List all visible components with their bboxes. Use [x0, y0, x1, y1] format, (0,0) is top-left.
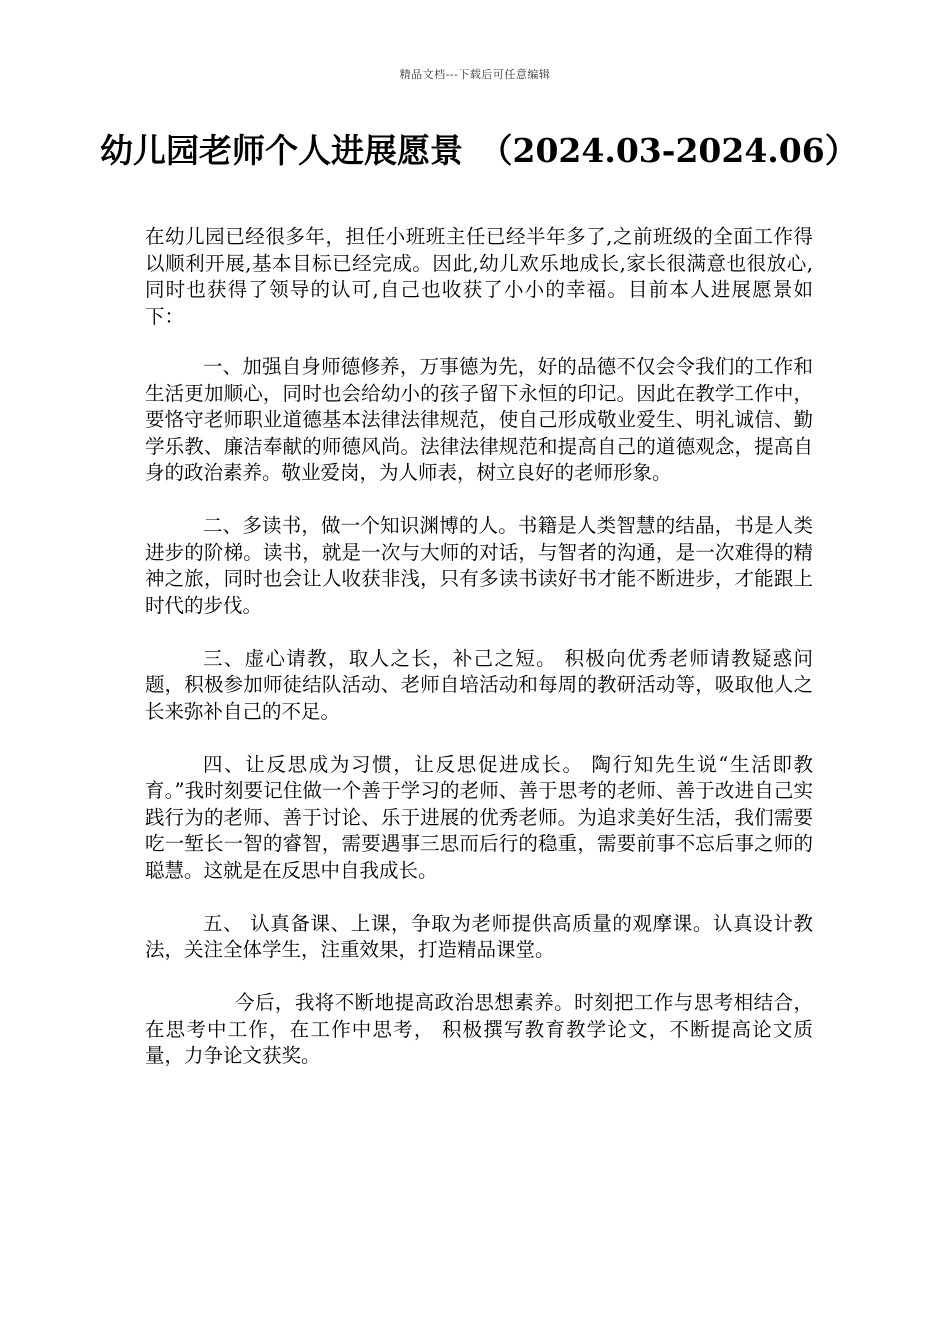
- paragraph-section-4: 四、让反思成为习惯，让反思促进成长。 陶行知先生说“生活即教育。”我时刻要记住做一个善于学习的老师、善于思考的老师、善于改进自己实践行为的老师、善于讨论、乐于进展的优秀老师。为追求美好生活，我们需要吃一堑长一智的睿智，需要遇事三思而后行的稳重，需要前事不忘后事之师的聪慧。这就是在反思中自我成长。: [145, 752, 813, 882]
- paragraph-section-1: 一、加强自身师德修养，万事德为先，好的品德不仅会令我们的工作和生活更加顺心，同时也会给幼小的孩子留下永恒的印记。因此在教学工作中，要恪守老师职业道德基本法律法律规范，使自己形成敬业爱生、明礼诚信、勤学乐教、廉洁奉献的师德风尚。法律法律规范和提高自己的道德观念，提高自身的政治素养。敬业爱岗，为人师表，树立良好的老师形象。: [145, 355, 813, 484]
- paragraph-section-2: 二、多读书，做一个知识渊博的人。书籍是人类智慧的结晶，书是人类进步的阶梯。读书，就是一次与大师的对话，与智者的沟通，是一次难得的精神之旅，同时也会让人收获非浅，只有多读书读好书才能不断进步，才能跟上时代的步伐。: [145, 514, 813, 617]
- intro-paragraph: 在幼儿园已经很多年，担任小班班主任已经半年多了,之前班级的全面工作得以顺利开展,基本目标已经完成。因此,幼儿欢乐地成长,家长很满意也很放心,同时也获得了领导的认可,自己也收获了小小的幸福。目前本人进展愿景如下：: [145, 225, 813, 328]
- document-title: 幼儿园老师个人进展愿景 （2024.03-2024.06）: [100, 131, 858, 170]
- paragraph-section-3: 三、虚心请教，取人之长，补己之短。 积极向优秀老师请教疑惑问题，积极参加师徒结队活动、老师自培活动和每周的教研活动等，吸取他人之长来弥补自己的不足。: [145, 646, 813, 723]
- closing-paragraph: 今后，我将不断地提高政治思想素养。时刻把工作与思考相结合，在思考中工作，在工作中思考， 积极撰写教育教学论文，不断提高论文质量，力争论文获奖。: [145, 991, 813, 1067]
- header-note: 精品文档---下载后可任意编辑: [399, 68, 551, 81]
- document-body: [145, 224, 813, 1096]
- paragraph-section-5: 五、 认真备课、上课，争取为老师提供高质量的观摩课。认真设计教法，关注全体学生，注重效果，打造精品课堂。: [145, 911, 813, 961]
